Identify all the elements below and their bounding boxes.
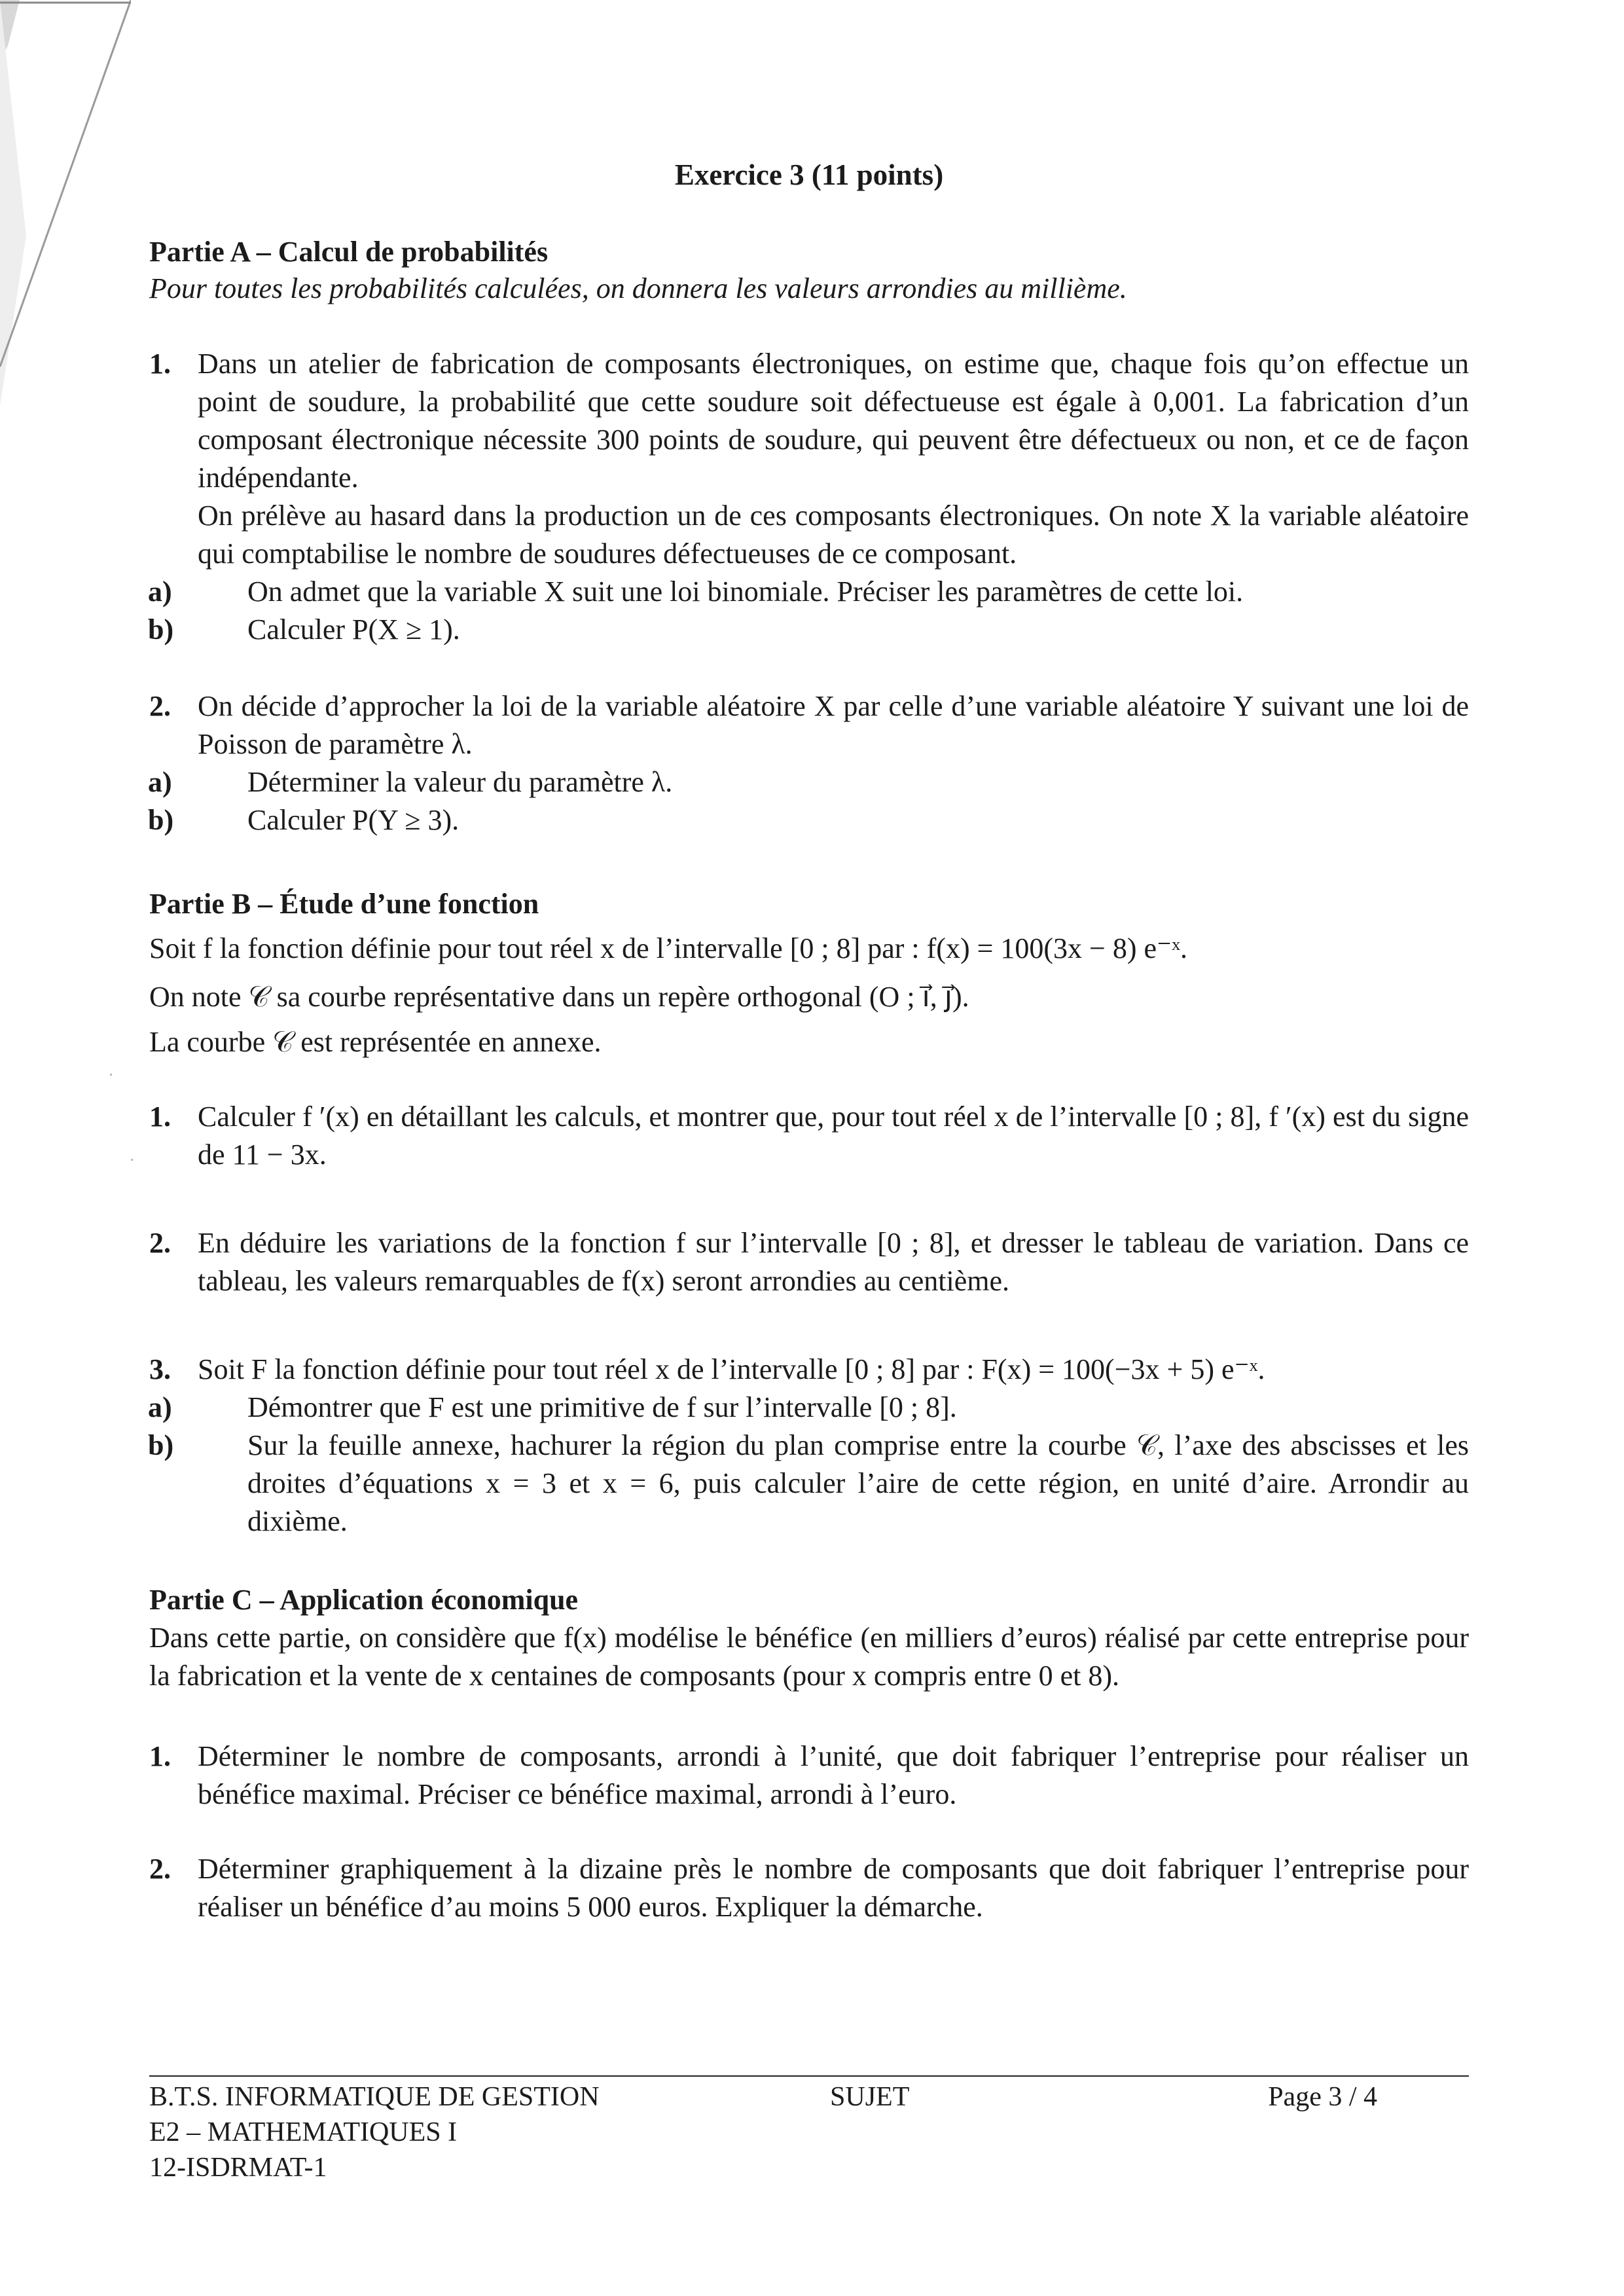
part-b-question-2 <box>149 1224 1469 1300</box>
footer-sujet: SUJET <box>830 2082 910 2112</box>
footer-exam: B.T.S. INFORMATIQUE DE GESTION <box>149 2082 600 2112</box>
part-b-intro-3: La courbe 𝒞 est représentée en annexe. <box>149 1026 602 1058</box>
question-number: 1. <box>149 1101 171 1133</box>
question-text: En déduire les variations de la fonction f sur l’intervalle [0 ; 8], et dresser le tableau de variation. Dans ce tableau, les valeurs remarquables de f(x) seront arrondies au centième. <box>198 1227 1469 1297</box>
page-footer <box>149 2075 1469 2183</box>
part-a-question-2 <box>149 687 1469 839</box>
sub-question-a: Démontrer que F est une primitive de f sur l’intervalle [0 ; 8]. <box>247 1391 957 1423</box>
scan-speck <box>131 1159 133 1161</box>
sub-question-b: Sur la feuille annexe, hachurer la région du plan comprise entre la courbe 𝒞, l’axe des abscisses et les droites d’équations x = 3 et x = 6, puis calculer l’aire de cette région, en unité d’aire. Arrondir au dixième. <box>247 1429 1469 1537</box>
footer-code: 12-ISDRMAT-1 <box>149 2153 327 2183</box>
question-text: Dans un atelier de fabrication de composants électroniques, on estime que, chaque fois qu’on effectue un point de soudure, la probabilité que cette soudure soit défectueuse est égale à 0,001. La fabrication d’un composant électronique nécessite 300 points de soudure, qui peuvent être défectueux ou non, et ce de façon indépendante. <box>198 348 1469 494</box>
scan-edge-shadow <box>0 0 131 406</box>
sub-label: b) <box>148 613 174 646</box>
question-number: 1. <box>149 348 171 380</box>
question-text: Calculer f ′(x) en détaillant les calculs, et montrer que, pour tout réel x de l’intervalle [0 ; 8], f ′(x) est du signe de 11 − 3x. <box>198 1101 1469 1171</box>
question-text: On décide d’approcher la loi de la variable aléatoire X par celle d’une variable aléatoire Y suivant une loi de Poisson de paramètre λ. <box>198 690 1469 760</box>
sub-question-b: Calculer P(Y ≥ 3). <box>247 804 460 836</box>
part-b-intro-1: Soit f la fonction définie pour tout réel x de l’intervalle [0 ; 8] par : f(x) = 100(3x − 8) e⁻ˣ. <box>149 932 1187 964</box>
sub-label: a) <box>148 766 172 798</box>
part-a-instruction: Pour toutes les probabilités calculées, on donnera les valeurs arrondies au millième. <box>149 272 1127 304</box>
sub-question-a: Déterminer la valeur du paramètre λ. <box>247 766 673 798</box>
question-text-2: On prélève au hasard dans la production un de ces composants électroniques. On note X la variable aléatoire qui comptabilise le nombre de soudures défectueuses de ce composant. <box>198 500 1469 570</box>
exercise-title: Exercice 3 (11 points) <box>674 158 944 191</box>
footer-page-number: Page 3 / 4 <box>1268 2082 1377 2112</box>
sub-label: a) <box>148 575 172 608</box>
part-c-intro: Dans cette partie, on considère que f(x) modélise le bénéfice (en milliers d’euros) réalisé par cette entreprise pour la fabrication et la vente de x centaines de composants (pour x compris entre 0 et 8). <box>149 1622 1469 1692</box>
sub-label: a) <box>148 1391 172 1423</box>
part-a-question-1 <box>149 345 1469 649</box>
footer-subject: E2 – MATHEMATIQUES I <box>149 2117 458 2147</box>
question-number: 2. <box>149 1853 171 1885</box>
question-number: 2. <box>149 690 171 722</box>
sub-label: b) <box>148 1429 174 1461</box>
question-text: Déterminer le nombre de composants, arrondi à l’unité, que doit fabriquer l’entreprise pour réaliser un bénéfice maximal. Préciser ce bénéfice maximal, arrondi à l’euro. <box>198 1740 1469 1810</box>
scan-speck <box>110 1074 112 1076</box>
part-c-question-1 <box>149 1738 1469 1813</box>
part-b-intro-2: On note 𝒞 sa courbe représentative dans un repère orthogonal (O ; i⃗, j⃗). <box>149 981 969 1013</box>
sub-question-a: On admet que la variable X suit une loi binomiale. Préciser les paramètres de cette loi. <box>247 575 1244 608</box>
question-number: 2. <box>149 1227 171 1259</box>
part-b-heading: Partie B – Étude d’une fonction <box>149 888 539 920</box>
question-text: Soit F la fonction définie pour tout réel x de l’intervalle [0 ; 8] par : F(x) = 100(−3x + 5) e⁻ˣ. <box>198 1353 1265 1385</box>
sub-label: b) <box>148 804 174 836</box>
part-b-question-3 <box>149 1351 1469 1540</box>
part-c-question-2 <box>149 1850 1469 1926</box>
part-b-question-1 <box>149 1098 1469 1174</box>
part-c-heading: Partie C – Application économique <box>149 1584 579 1616</box>
question-number: 3. <box>149 1353 171 1385</box>
part-a-heading: Partie A – Calcul de probabilités <box>149 236 549 268</box>
sub-question-b: Calculer P(X ≥ 1). <box>247 613 460 646</box>
footer-left <box>149 2079 600 2185</box>
question-number: 1. <box>149 1740 171 1772</box>
question-text: Déterminer graphiquement à la dizaine près le nombre de composants que doit fabriquer l’entreprise pour réaliser un bénéfice d’au moins 5 000 euros. Expliquer la démarche. <box>198 1853 1469 1923</box>
